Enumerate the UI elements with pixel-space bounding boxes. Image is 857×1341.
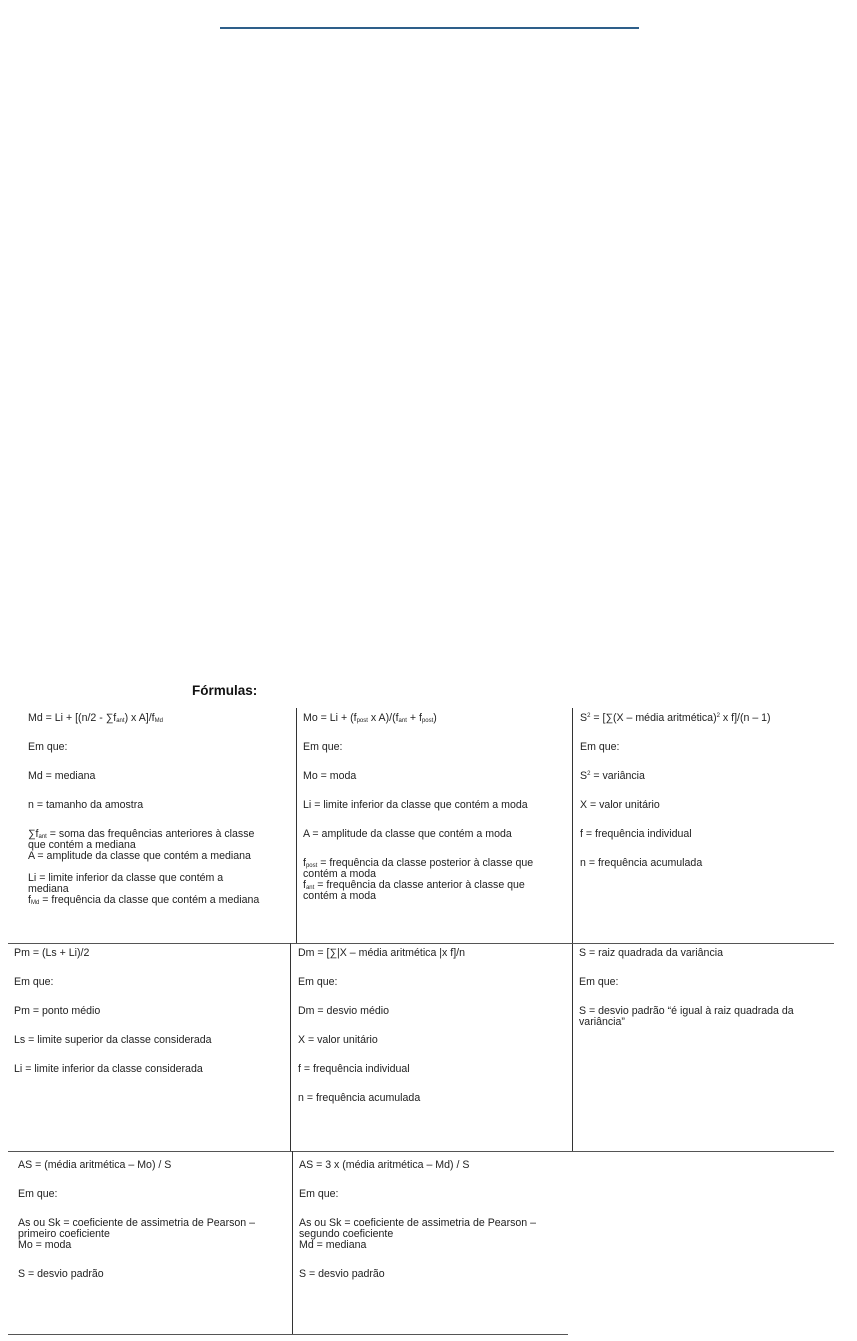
as2-formula: AS = 3 x (média aritmética – Md) / S (299, 1159, 470, 1171)
fant-definition: $f_{ant}$ = frequência da classe anterior à classe que (303, 879, 525, 891)
md-definition: Md = mediana (28, 770, 96, 782)
x-definition: X = valor unitário (298, 1034, 378, 1046)
as1-formula: AS = (média aritmética – Mo) / S (18, 1159, 172, 1171)
s-formula: S = raiz quadrada da variância (579, 947, 723, 959)
ls-definition: Ls = limite superior da classe considerada (14, 1034, 212, 1046)
li-definition: Li = limite inferior da classe considerada (14, 1063, 203, 1075)
pearson2-cell (299, 1160, 567, 1280)
column-divider (296, 708, 297, 943)
x-definition: X = valor unitário (580, 799, 660, 811)
row-divider (8, 943, 834, 944)
f-definition: f = frequência individual (298, 1063, 410, 1075)
column-divider (292, 1151, 293, 1334)
page-title: Fórmulas: (192, 683, 258, 698)
li-definition: Li = limite inferior da classe que contém a (28, 872, 224, 884)
fant-definition-cont: contém a moda (303, 890, 377, 902)
li-definition: Li = limite inferior da classe que contém a moda (303, 799, 528, 811)
fpost-definition-cont: contém a moda (303, 868, 377, 880)
moda-cell (303, 713, 565, 902)
n-definition: n = frequência acumulada (580, 857, 703, 869)
s-definition-cont: variância” (579, 1016, 625, 1028)
mediana-cell (28, 713, 290, 906)
column-divider (290, 943, 291, 1151)
dm-formula: Dm = [∑|X – média aritmética |x f]/n (298, 947, 466, 959)
em-que-label: Em que: (580, 741, 620, 753)
em-que-label: Em que: (299, 1188, 339, 1200)
table-bottom-border (8, 1334, 568, 1335)
ponto-medio-cell (14, 948, 284, 1075)
a-definition: A = amplitude da classe que contém a mediana (28, 850, 251, 862)
f-definition: f = frequência individual (580, 828, 692, 840)
desvio-padrao-cell (579, 948, 834, 1028)
as-definition: As ou Sk = coeficiente de assimetria de Pearson – (18, 1217, 256, 1229)
dm-definition: Dm = desvio médio (298, 1005, 389, 1017)
as-definition-cont: segundo coeficiente (299, 1228, 394, 1240)
fmd-definition: $f_{Md}$ = frequência da classe que contém a mediana (28, 894, 260, 906)
variancia-cell (580, 713, 840, 869)
mediana-formula: $Md = Li + [(n/2 - \sum f_{ant})$ x $A]/f_{Md}$ (28, 712, 163, 724)
column-divider (572, 708, 573, 1151)
pearson1-cell (18, 1160, 286, 1280)
em-que-label: Em que: (303, 741, 343, 753)
em-que-label: Em que: (18, 1188, 58, 1200)
n-definition: n = tamanho da amostra (28, 799, 144, 811)
s2-definition: $S^2$ = variância (580, 770, 645, 782)
md-definition: Md = mediana (299, 1239, 367, 1251)
desvio-medio-cell (298, 948, 566, 1104)
em-que-label: Em que: (298, 976, 338, 988)
mo-definition: Mo = moda (303, 770, 357, 782)
li-definition-cont: mediana (28, 883, 69, 895)
row-divider (8, 1151, 834, 1152)
pm-formula: Pm = (Ls + Li)/2 (14, 947, 90, 959)
sum-fant-definition: $\sum f_{ant}$ = soma das frequências anteriores à classe (28, 828, 255, 840)
a-definition: A = amplitude da classe que contém a moda (303, 828, 512, 840)
sum-fant-definition-cont: que contém a mediana (28, 839, 136, 851)
variancia-formula: $S^2 = [\sum(X$ – média aritmética)$^2$ x f]/(n – 1) (580, 712, 771, 724)
pm-definition: Pm = ponto médio (14, 1005, 101, 1017)
s-definition: S = desvio padrão (299, 1268, 385, 1280)
s-definition: S = desvio padrão “é igual à raiz quadrada da (579, 1005, 794, 1017)
mo-definition: Mo = moda (18, 1239, 72, 1251)
s-definition: S = desvio padrão (18, 1268, 104, 1280)
em-que-label: Em que: (14, 976, 54, 988)
moda-formula: $Mo = Li + (f_{post}$ x $A)/(f_{ant} + f_{post})$ (303, 712, 437, 724)
as-definition: As ou Sk = coeficiente de assimetria de Pearson – (299, 1217, 537, 1229)
as-definition-cont: primeiro coeficiente (18, 1228, 110, 1240)
fpost-definition: $f_{post}$ = frequência da classe posterior à classe que (303, 857, 534, 869)
em-que-label: Em que: (28, 741, 68, 753)
n-definition: n = frequência acumulada (298, 1092, 421, 1104)
em-que-label: Em que: (579, 976, 619, 988)
header-rule (220, 27, 639, 29)
